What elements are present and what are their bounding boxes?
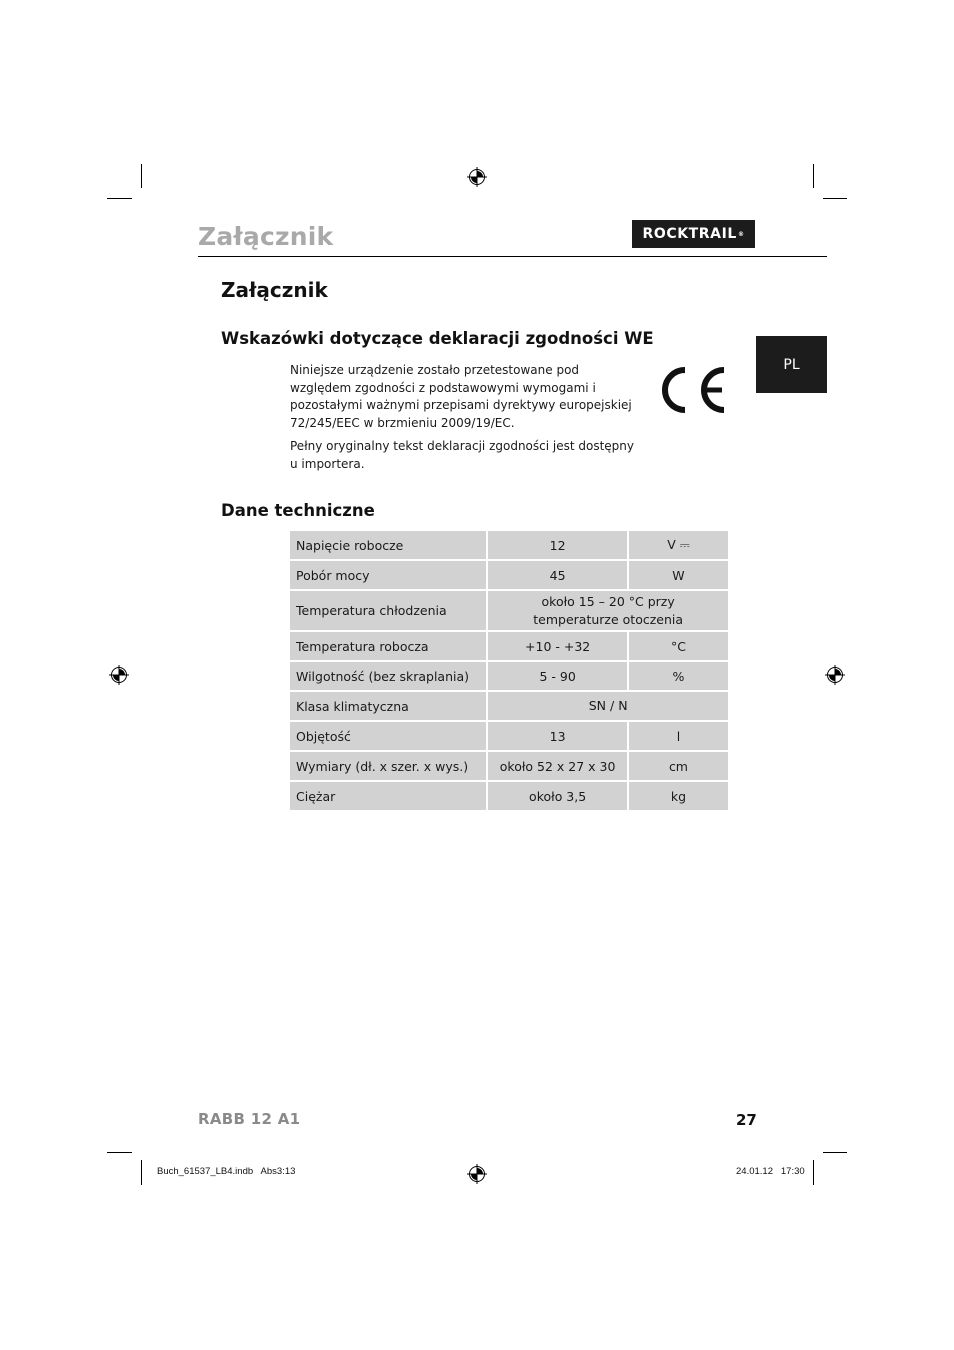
registration-mark-icon bbox=[467, 167, 487, 187]
slug-file: Buch_61537_LB4.indb Abs3:13 bbox=[157, 1166, 296, 1177]
table-row bbox=[290, 591, 728, 630]
registration-mark-icon bbox=[825, 665, 845, 685]
row-value: +10 - +32 bbox=[488, 632, 627, 660]
crop-mark bbox=[141, 164, 142, 188]
table-row bbox=[290, 662, 728, 690]
row-value: SN / N bbox=[488, 692, 728, 720]
table-row bbox=[290, 722, 728, 750]
row-label: Wilgotność (bez skraplania) bbox=[290, 662, 486, 690]
declaration-heading: Wskazówki dotyczące deklaracji zgodności WE bbox=[221, 329, 654, 348]
table-row bbox=[290, 561, 728, 589]
crop-mark bbox=[823, 198, 847, 199]
header-rule bbox=[198, 256, 827, 257]
section-title: Załącznik bbox=[221, 278, 328, 302]
row-label: Klasa klimatyczna bbox=[290, 692, 486, 720]
page-number: 27 bbox=[736, 1111, 757, 1129]
language-tab: PL bbox=[756, 336, 827, 393]
technical-data-table bbox=[288, 529, 730, 812]
table-row bbox=[290, 782, 728, 810]
table-row bbox=[290, 692, 728, 720]
brand-name: ROCKTRAIL bbox=[642, 226, 737, 242]
row-label: Napięcie robocze bbox=[290, 531, 486, 559]
slug-datetime: 24.01.12 17:30 bbox=[736, 1166, 805, 1177]
ce-mark-icon bbox=[656, 364, 728, 416]
crop-mark bbox=[107, 198, 132, 199]
declaration-paragraph: Pełny oryginalny tekst deklaracji zgodności jest dostępny u importera. bbox=[290, 439, 635, 471]
row-unit: % bbox=[629, 662, 728, 690]
technical-heading: Dane techniczne bbox=[221, 501, 375, 520]
row-unit: l bbox=[629, 722, 728, 750]
value-line: temperaturze otoczenia bbox=[533, 611, 684, 627]
row-unit: °C bbox=[629, 632, 728, 660]
row-label: Wymiary (dł. x szer. x wys.) bbox=[290, 752, 486, 780]
row-unit: kg bbox=[629, 782, 728, 810]
row-value: około 52 x 27 x 30 bbox=[488, 752, 627, 780]
crop-mark bbox=[823, 1152, 847, 1153]
row-value: około 3,5 bbox=[488, 782, 627, 810]
running-title: Załącznik bbox=[198, 222, 334, 251]
registration-mark-icon bbox=[467, 1164, 487, 1184]
crop-mark bbox=[141, 1160, 142, 1185]
table-row bbox=[290, 632, 728, 660]
brand-registered-mark: ® bbox=[737, 230, 745, 238]
row-unit: W bbox=[629, 561, 728, 589]
row-value: 5 - 90 bbox=[488, 662, 627, 690]
footer-model: RABB 12 A1 bbox=[198, 1110, 301, 1128]
row-value: 13 bbox=[488, 722, 627, 750]
row-label: Pobór mocy bbox=[290, 561, 486, 589]
value-line: około 15 – 20 °C przy bbox=[541, 593, 675, 609]
row-label: Temperatura chłodzenia bbox=[290, 591, 486, 630]
crop-mark bbox=[107, 1152, 132, 1153]
registration-mark-icon bbox=[109, 665, 129, 685]
row-value: 45 bbox=[488, 561, 627, 589]
row-unit: V ⎓ bbox=[629, 531, 728, 559]
row-label: Objętość bbox=[290, 722, 486, 750]
brand-logo bbox=[632, 220, 755, 248]
crop-mark bbox=[813, 164, 814, 188]
row-label: Temperatura robocza bbox=[290, 632, 486, 660]
crop-mark bbox=[813, 1160, 814, 1185]
row-unit: cm bbox=[629, 752, 728, 780]
declaration-paragraph: Niniejsze urządzenie zostało przetestowane pod względem zgodności z podstawowymi wymogami i pozostałymi ważnymi przepisami dyrektywy europejskiej 72/245/EEC w brzmieniu 2009/19/EC. bbox=[290, 363, 632, 430]
row-value: 12 bbox=[488, 531, 627, 559]
row-label: Ciężar bbox=[290, 782, 486, 810]
row-value bbox=[488, 591, 728, 630]
table-row bbox=[290, 752, 728, 780]
table-row bbox=[290, 531, 728, 559]
